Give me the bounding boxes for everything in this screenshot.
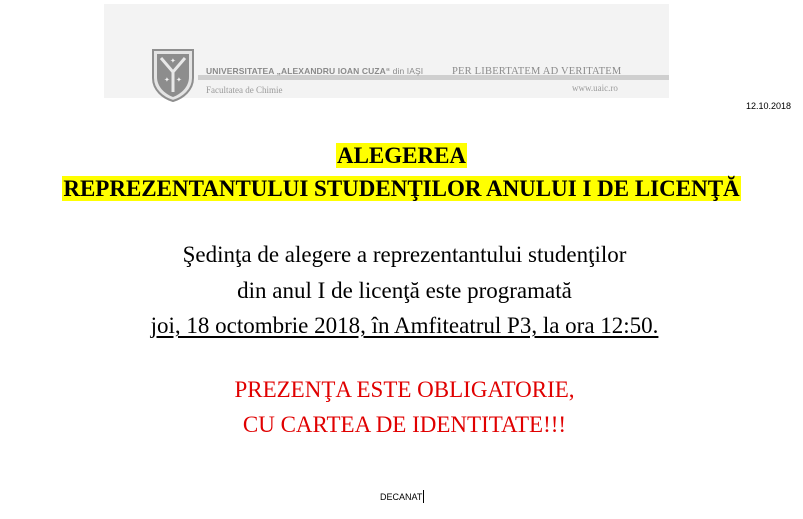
announcement-title-line-2	[0, 172, 803, 205]
faculty-name: Facultatea de Chimie	[206, 85, 283, 95]
svg-text:✦: ✦	[176, 76, 182, 84]
university-motto: PER LIBERTATEM AD VERITATEM	[452, 66, 622, 77]
document-date: 12.10.2018	[745, 101, 791, 111]
title-highlight: REPREZENTANTULUI STUDENŢILOR ANULUI I DE LICENŢĂ	[63, 176, 740, 201]
signature-block	[380, 490, 424, 503]
announcement-title-line-1	[0, 139, 803, 172]
warning-line-2: CU CARTEA DE IDENTITATE!!!	[242, 412, 567, 437]
body-text-line-3	[0, 310, 803, 342]
body-text-line-1: Şedinţa de alegere a reprezentantului studenţilor	[182, 242, 627, 267]
signature-label: DECANAT	[380, 492, 423, 502]
university-website: www.uaic.ro	[572, 83, 618, 93]
body-text-line-2: din anul I de licenţă este programată	[237, 278, 572, 303]
meeting-details: joi, 18 octombrie 2018, în Amfiteatrul P3, la ora 12:50.	[150, 313, 659, 338]
letterhead	[104, 4, 669, 98]
university-name: UNIVERSITATEA „ALEXANDRU IOAN CUZA“ din IAŞI	[206, 66, 424, 76]
text-cursor	[423, 490, 424, 503]
svg-text:✦: ✦	[164, 76, 170, 84]
title-highlight: ALEGEREA	[336, 143, 467, 168]
university-crest-logo	[149, 48, 197, 102]
svg-text:✦: ✦	[170, 57, 176, 65]
warning-line-1: PREZENŢA ESTE OBLIGATORIE,	[234, 377, 575, 402]
